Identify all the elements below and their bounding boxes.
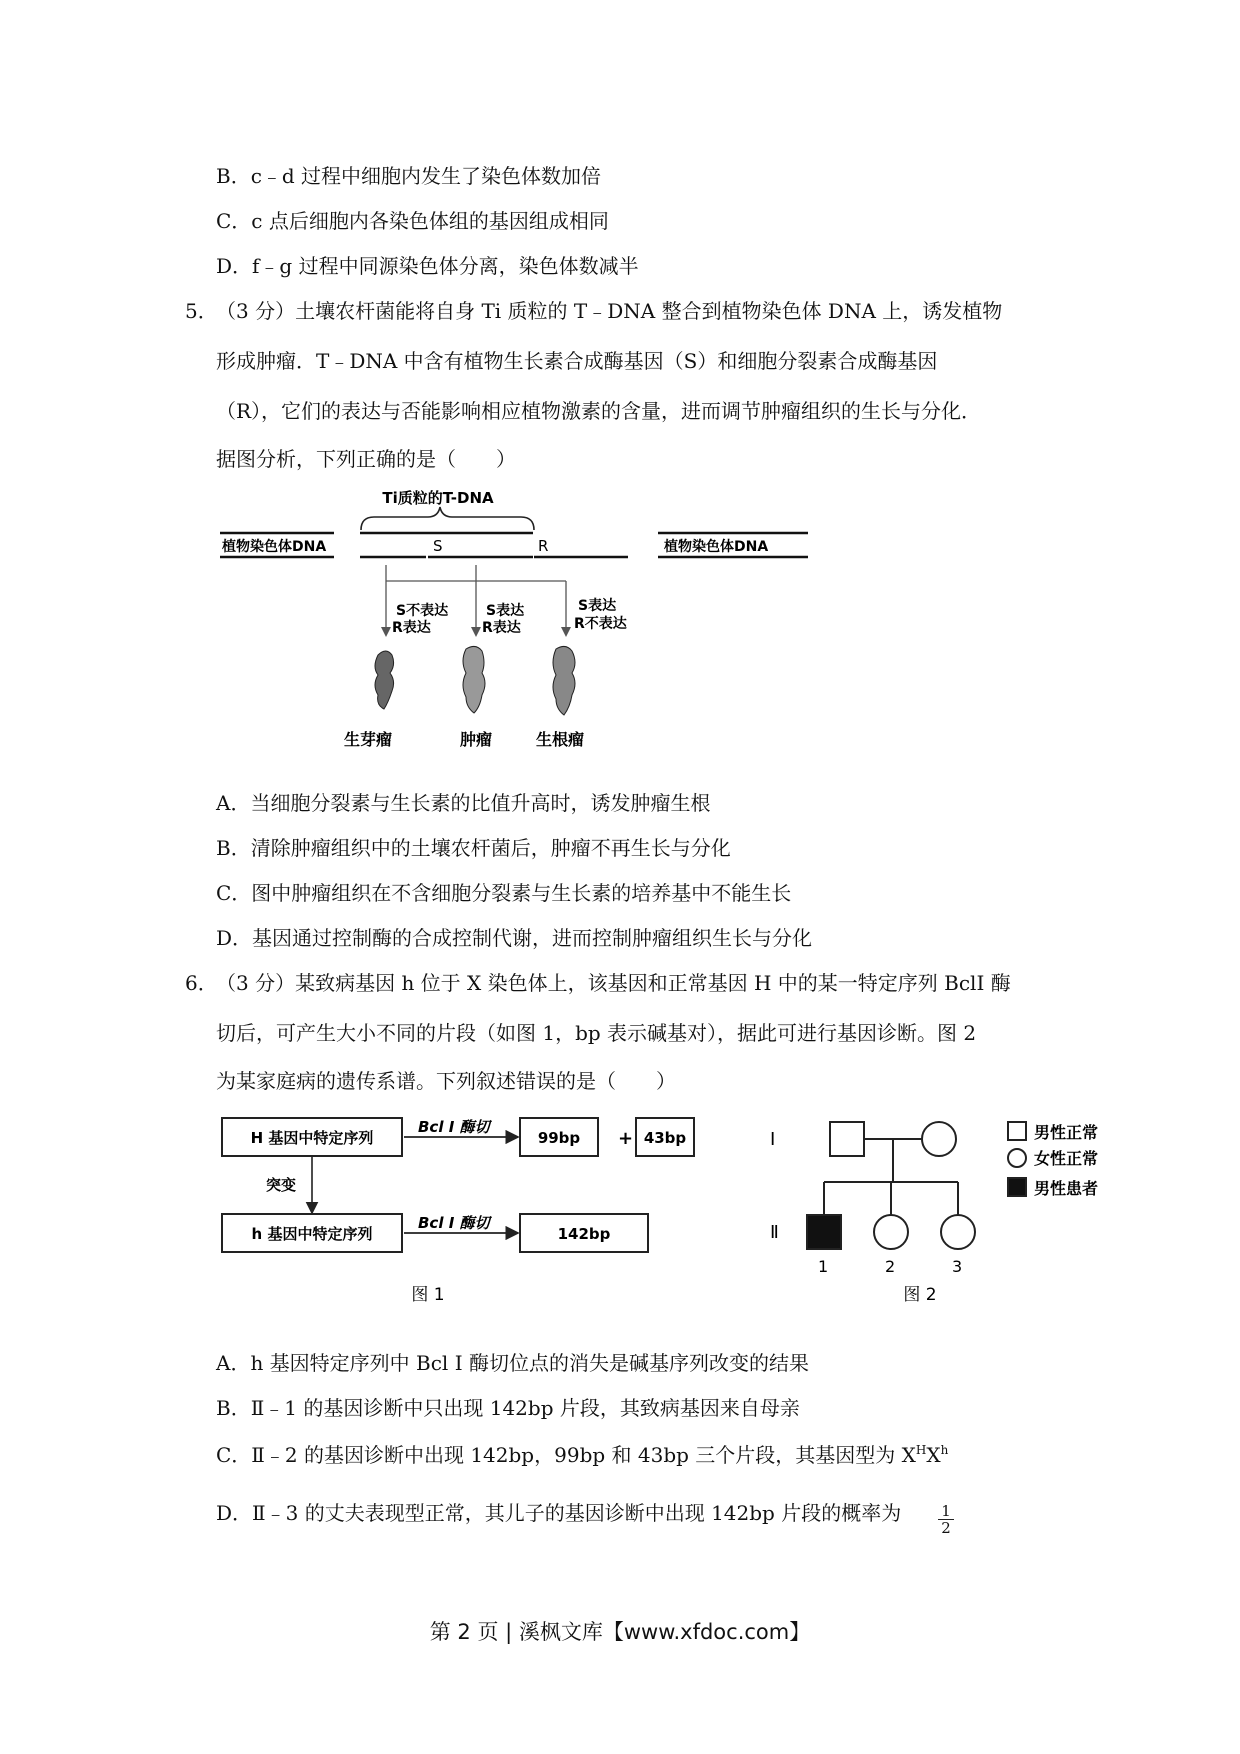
- q6-option-c-x: X: [926, 1443, 941, 1467]
- q4-option-b: B．c﹣d 过程中细胞内发生了染色体数加倍: [216, 164, 602, 188]
- branch2-line1: S表达: [486, 603, 525, 619]
- q5-option-c: C．图中肿瘤组织在不含细胞分裂素与生长素的培养基中不能生长: [216, 881, 792, 905]
- individual-3-label: 3: [952, 1257, 963, 1276]
- legend-affected-male-label: 男性患者: [1034, 1179, 1099, 1198]
- arrow-left-head: [381, 627, 391, 637]
- figure-2-caption: 图 2: [903, 1285, 937, 1305]
- legend-normal-male-label: 男性正常: [1034, 1123, 1099, 1142]
- q6-figure-1: [218, 1110, 698, 1310]
- child3-normal-female: [941, 1215, 975, 1249]
- result3-label: 生根瘤: [535, 730, 585, 749]
- branch2-line2: R表达: [482, 620, 521, 636]
- father-normal-male: [830, 1122, 864, 1156]
- branch3-line2: R不表达: [574, 616, 627, 632]
- mutation-label: 突变: [266, 1176, 297, 1194]
- q5-option-d: D．基因通过控制酶的合成控制代谢，进而控制肿瘤组织生长与分化: [216, 926, 813, 950]
- q4-option-c: C．c 点后细胞内各染色体组的基因组成相同: [216, 209, 609, 233]
- result1-label: 生芽瘤: [343, 730, 393, 749]
- q5-stem-line3: （R），它们的表达与否能影响相应植物激素的含量，进而调节肿瘤组织的生长与分化．: [216, 399, 982, 423]
- q6-option-c-sup-h-lower: h: [940, 1443, 949, 1457]
- right-dna-label: 植物染色体DNA: [664, 539, 769, 555]
- upper-enzyme-label: Bcl Ⅰ 酶切: [418, 1118, 490, 1136]
- h-upper-label: H 基因中特定序列: [250, 1129, 374, 1147]
- figure-1-caption: 图 1: [411, 1285, 445, 1305]
- q5-number: 5．: [185, 299, 218, 323]
- q6-option-c-sup-h-upper: H: [915, 1443, 927, 1457]
- q6-option-a: A．h 基因特定序列中 Bcl Ⅰ 酶切位点的消失是碱基序列改变的结果: [216, 1351, 809, 1375]
- h-lower-label: h 基因中特定序列: [251, 1225, 373, 1243]
- figure-title: Ti质粒的T-DNA: [382, 489, 494, 507]
- q6-option-d: D．Ⅱ﹣3 的丈夫表现型正常，其儿子的基因诊断中出现 142bp 片段的概率为: [216, 1501, 902, 1525]
- individual-1-label: 1: [818, 1257, 829, 1276]
- bud-tumor-drawing: [375, 651, 394, 709]
- gene-r-label: R: [538, 537, 549, 555]
- legend-normal-female-label: 女性正常: [1034, 1149, 1099, 1168]
- frag-99-label: 99bp: [537, 1129, 581, 1147]
- branch1-line2: R表达: [392, 620, 431, 636]
- branch3-line1: S表达: [578, 598, 617, 614]
- gene-s-label: S: [433, 537, 443, 555]
- q6-stem-line3: 为某家庭病的遗传系谱。下列叙述错误的是（ ）: [216, 1069, 676, 1093]
- lower-enzyme-label: Bcl Ⅰ 酶切: [418, 1214, 490, 1232]
- frag-142-label: 142bp: [557, 1225, 611, 1243]
- q6-figure-2-pedigree: [760, 1110, 1150, 1310]
- q5-option-b: B．清除肿瘤组织中的土壤农杆菌后，肿瘤不再生长与分化: [216, 836, 731, 860]
- frag-43-label: 43bp: [643, 1129, 687, 1147]
- q6-number: 6．: [185, 971, 218, 995]
- branch1-line1: S不表达: [396, 603, 449, 619]
- q6-option-b: B．Ⅱ﹣1 的基因诊断中只出现 142bp 片段，其致病基因来自母亲: [216, 1396, 800, 1420]
- child2-normal-female: [874, 1215, 908, 1249]
- q6-option-d-fraction: [938, 1503, 954, 1536]
- generation-1-label: Ⅰ: [770, 1129, 776, 1150]
- page-footer: 第 2 页 | 溪枫文库【www.xfdoc.com】: [429, 1620, 811, 1644]
- q5-option-a: A．当细胞分裂素与生长素的比值升高时，诱发肿瘤生根: [216, 791, 711, 815]
- child1-affected-male: [807, 1215, 841, 1249]
- legend-normal-female-icon: [1008, 1149, 1026, 1167]
- mother-normal-female: [922, 1122, 956, 1156]
- q6-stem-line2: 切后，可产生大小不同的片段（如图 1，bp 表示碱基对），据此可进行基因诊断。图 2: [216, 1021, 977, 1045]
- q5-stem-line2: 形成肿瘤．T﹣DNA 中含有植物生长素合成酶基因（S）和细胞分裂素合成酶基因: [216, 349, 938, 373]
- fraction-denominator: 2: [941, 1519, 951, 1537]
- q6-stem-line1: （3 分）某致病基因 h 位于 X 染色体上，该基因和正常基因 H 中的某一特定序列 BclI 酶: [216, 971, 1011, 995]
- tumor-drawing: [463, 646, 485, 713]
- q5-stem-line1: （3 分）土壤农杆菌能将自身 Ti 质粒的 T﹣DNA 整合到植物染色体 DNA 上，诱发植物: [216, 299, 1003, 323]
- arrow-right-head: [561, 627, 571, 637]
- arrow-mid-head: [471, 627, 481, 637]
- fraction-numerator: 1: [938, 1503, 954, 1520]
- tdna-brace: [361, 507, 534, 530]
- legend-normal-male-icon: [1008, 1122, 1026, 1140]
- plus-sign: +: [618, 1128, 634, 1149]
- result2-label: 肿瘤: [459, 730, 493, 749]
- q6-option-c: [216, 1442, 948, 1468]
- q5-tdna-figure: [218, 485, 818, 755]
- root-tumor-drawing: [553, 646, 575, 715]
- q6-option-c-text: C．Ⅱ﹣2 的基因诊断中出现 142bp，99bp 和 43bp 三个片段，其基因型为 X: [216, 1443, 916, 1467]
- q5-stem-line4: 据图分析，下列正确的是（ ）: [216, 447, 516, 471]
- individual-2-label: 2: [885, 1257, 896, 1276]
- legend-affected-male-icon: [1008, 1178, 1026, 1196]
- left-dna-label: 植物染色体DNA: [222, 539, 327, 555]
- q4-option-d: D．f﹣g 过程中同源染色体分离，染色体数减半: [216, 254, 639, 278]
- generation-2-label: Ⅱ: [770, 1222, 779, 1243]
